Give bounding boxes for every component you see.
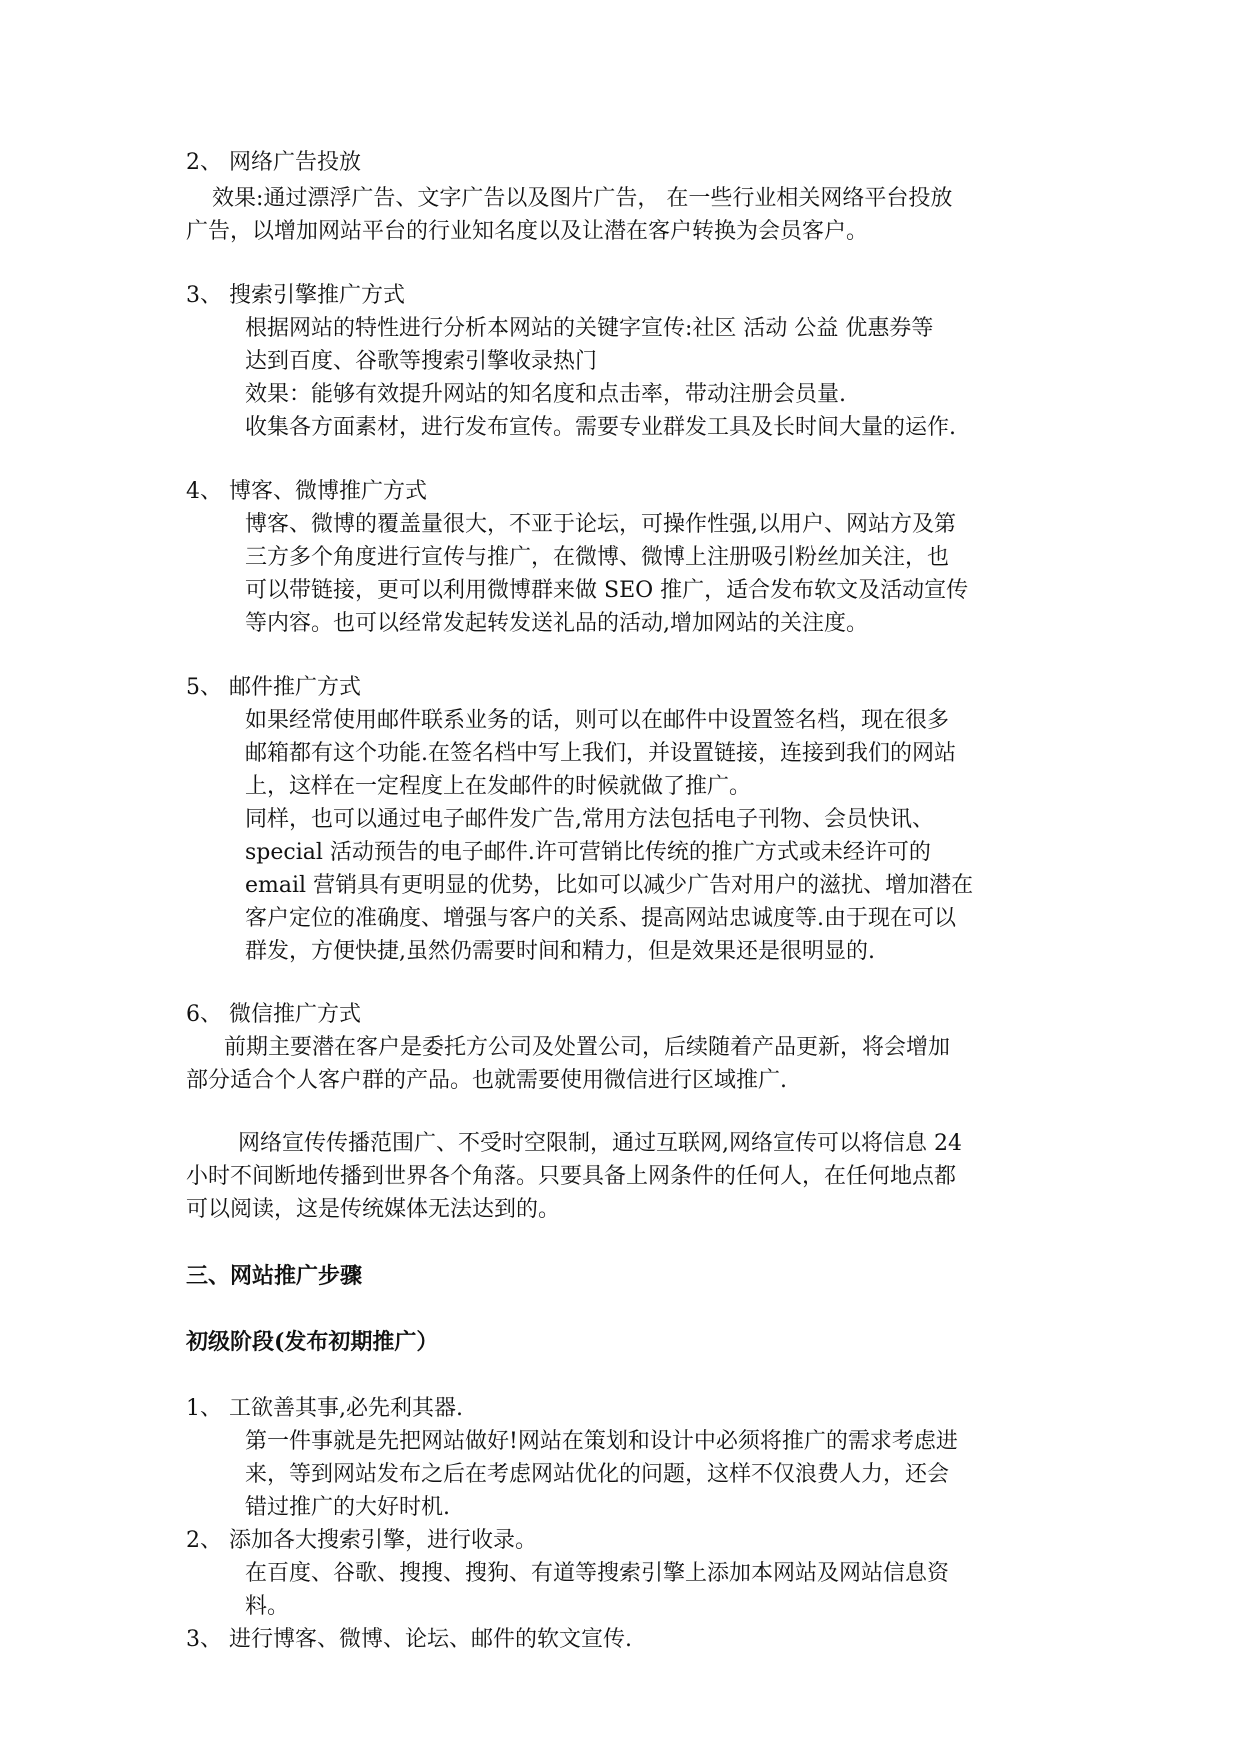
step-1-line-3: 错过推广的大好时机. xyxy=(245,1495,450,1520)
section-5-line-4: 同样，也可以通过电子邮件发广告,常用方法包括电子刊物、会员快讯、 xyxy=(245,807,934,832)
summary-line-2: 小时不间断地传播到世界各个角落。只要具备上网条件的任何人，在任何地点都 xyxy=(186,1164,957,1189)
step-1-line-2: 来，等到网站发布之后在考虑网站优化的问题，这样不仅浪费人力，还会 xyxy=(245,1462,950,1487)
section-2-line-1: 效果:通过漂浮广告、文字广告以及图片广告， 在一些行业相关网络平台投放 xyxy=(212,186,953,211)
section-3-line-1: 根据网站的特性进行分析本网站的关键字宣传:社区 活动 公益 优惠券等 xyxy=(245,316,934,341)
step-2-line-1: 在百度、谷歌、搜搜、搜狗、有道等搜索引擎上添加本网站及网站信息资 xyxy=(245,1561,950,1586)
stage-heading: 初级阶段(发布初期推广） xyxy=(186,1329,439,1355)
section-5-heading: 5、 邮件推广方式 xyxy=(186,675,361,700)
section-5-line-3: 上，这样在一定程度上在发邮件的时候就做了推广。 xyxy=(245,774,752,799)
section-5-line-8: 群发，方便快捷,虽然仍需要时间和精力，但是效果还是很明显的. xyxy=(245,939,875,964)
section-5-line-1: 如果经常使用邮件联系业务的话，则可以在邮件中设置签名档，现在很多 xyxy=(245,708,950,733)
section-2-heading: 2、 网络广告投放 xyxy=(186,150,361,175)
step-2-line-2: 料。 xyxy=(245,1594,290,1619)
summary-line-3: 可以阅读，这是传统媒体无法达到的。 xyxy=(186,1197,561,1222)
section-6-line-2: 部分适合个人客户群的产品。也就需要使用微信进行区域推广. xyxy=(186,1068,787,1093)
section-4-line-2: 三方多个角度进行宣传与推广，在微博、微博上注册吸引粉丝加关注，也 xyxy=(245,545,950,570)
section-3-heading: 3、 搜索引擎推广方式 xyxy=(186,283,405,308)
part-3-heading: 三、网站推广步骤 xyxy=(186,1263,363,1289)
section-4-line-4: 等内容。也可以经常发起转发送礼品的活动,增加网站的关注度。 xyxy=(245,611,868,636)
section-3-line-2: 达到百度、谷歌等搜索引擎收录热门 xyxy=(245,349,598,374)
section-6-line-1: 前期主要潜在客户是委托方公司及处置公司，后续随着产品更新，将会增加 xyxy=(224,1035,951,1060)
section-5-line-5: special 活动预告的电子邮件.许可营销比传统的推广方式或未经许可的 xyxy=(245,840,931,865)
section-3-line-3: 效果：能够有效提升网站的知名度和点击率，带动注册会员量. xyxy=(245,382,846,407)
section-2-line-2: 广告，以增加网站平台的行业知名度以及让潜在客户转换为会员客户。 xyxy=(186,219,869,244)
section-4-heading: 4、 博客、微博推广方式 xyxy=(186,479,427,504)
section-3-line-4: 收集各方面素材，进行发布宣传。需要专业群发工具及长时间大量的运作. xyxy=(245,415,956,440)
step-1-heading: 1、 工欲善其事,必先利其器. xyxy=(186,1396,463,1421)
step-2-heading: 2、 添加各大搜索引擎，进行收录。 xyxy=(186,1528,537,1553)
summary-line-1: 网络宣传传播范围广、不受时空限制，通过互联网,网络宣传可以将信息 24 xyxy=(238,1131,962,1156)
step-3-heading: 3、 进行博客、微博、论坛、邮件的软文宣传. xyxy=(186,1627,632,1652)
section-5-line-2: 邮箱都有这个功能.在签名档中写上我们，并设置链接，连接到我们的网站 xyxy=(245,741,956,766)
section-5-line-7: 客户定位的准确度、增强与客户的关系、提高网站忠诚度等.由于现在可以 xyxy=(245,906,956,931)
section-6-heading: 6、 微信推广方式 xyxy=(186,1002,361,1027)
step-1-line-1: 第一件事就是先把网站做好!网站在策划和设计中必须将推广的需求考虑进 xyxy=(245,1429,958,1454)
section-4-line-1: 博客、微博的覆盖量很大，不亚于论坛，可操作性强,以用户、网站方及第 xyxy=(245,512,956,537)
section-4-line-3: 可以带链接，更可以利用微博群来做 SEO 推广，适合发布软文及活动宣传 xyxy=(245,578,969,603)
section-5-line-6: email 营销具有更明显的优势，比如可以减少广告对用户的滋扰、增加潜在 xyxy=(245,873,974,898)
